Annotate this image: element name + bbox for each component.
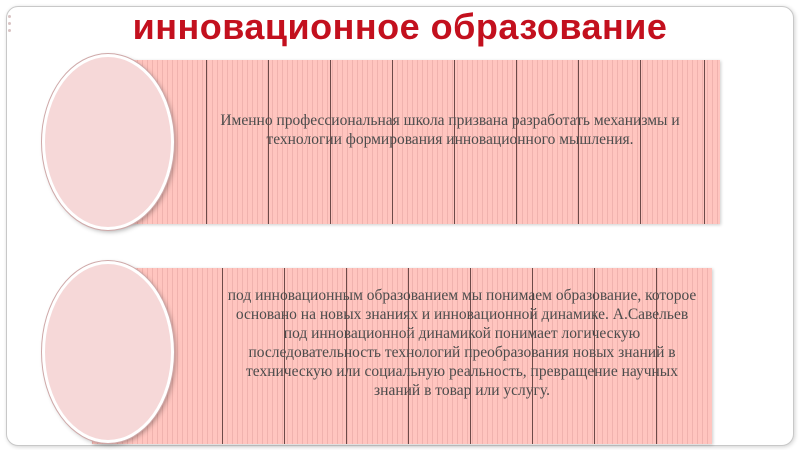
circle-marker-2	[42, 261, 174, 443]
divider-line	[704, 60, 705, 224]
slide-title: инновационное образование	[132, 6, 668, 47]
block-text-1: Именно профессиональная школа призвана разработать механизмы и технологии формирования инновационного мышления.	[220, 112, 680, 148]
divider-line	[222, 268, 223, 444]
circle-marker-1	[42, 54, 174, 230]
divider-line	[206, 60, 207, 224]
block-text-2: под инновационным образованием мы понимаем образование, которое основано на новых знаниях и инновационной динамике. А.Савельев под инновационной динамикой понимает логическую последовательность технологий преобразования новых знаний в техническую или социальную реальность, превращение научных знаний в товар или услугу.	[227, 287, 697, 399]
